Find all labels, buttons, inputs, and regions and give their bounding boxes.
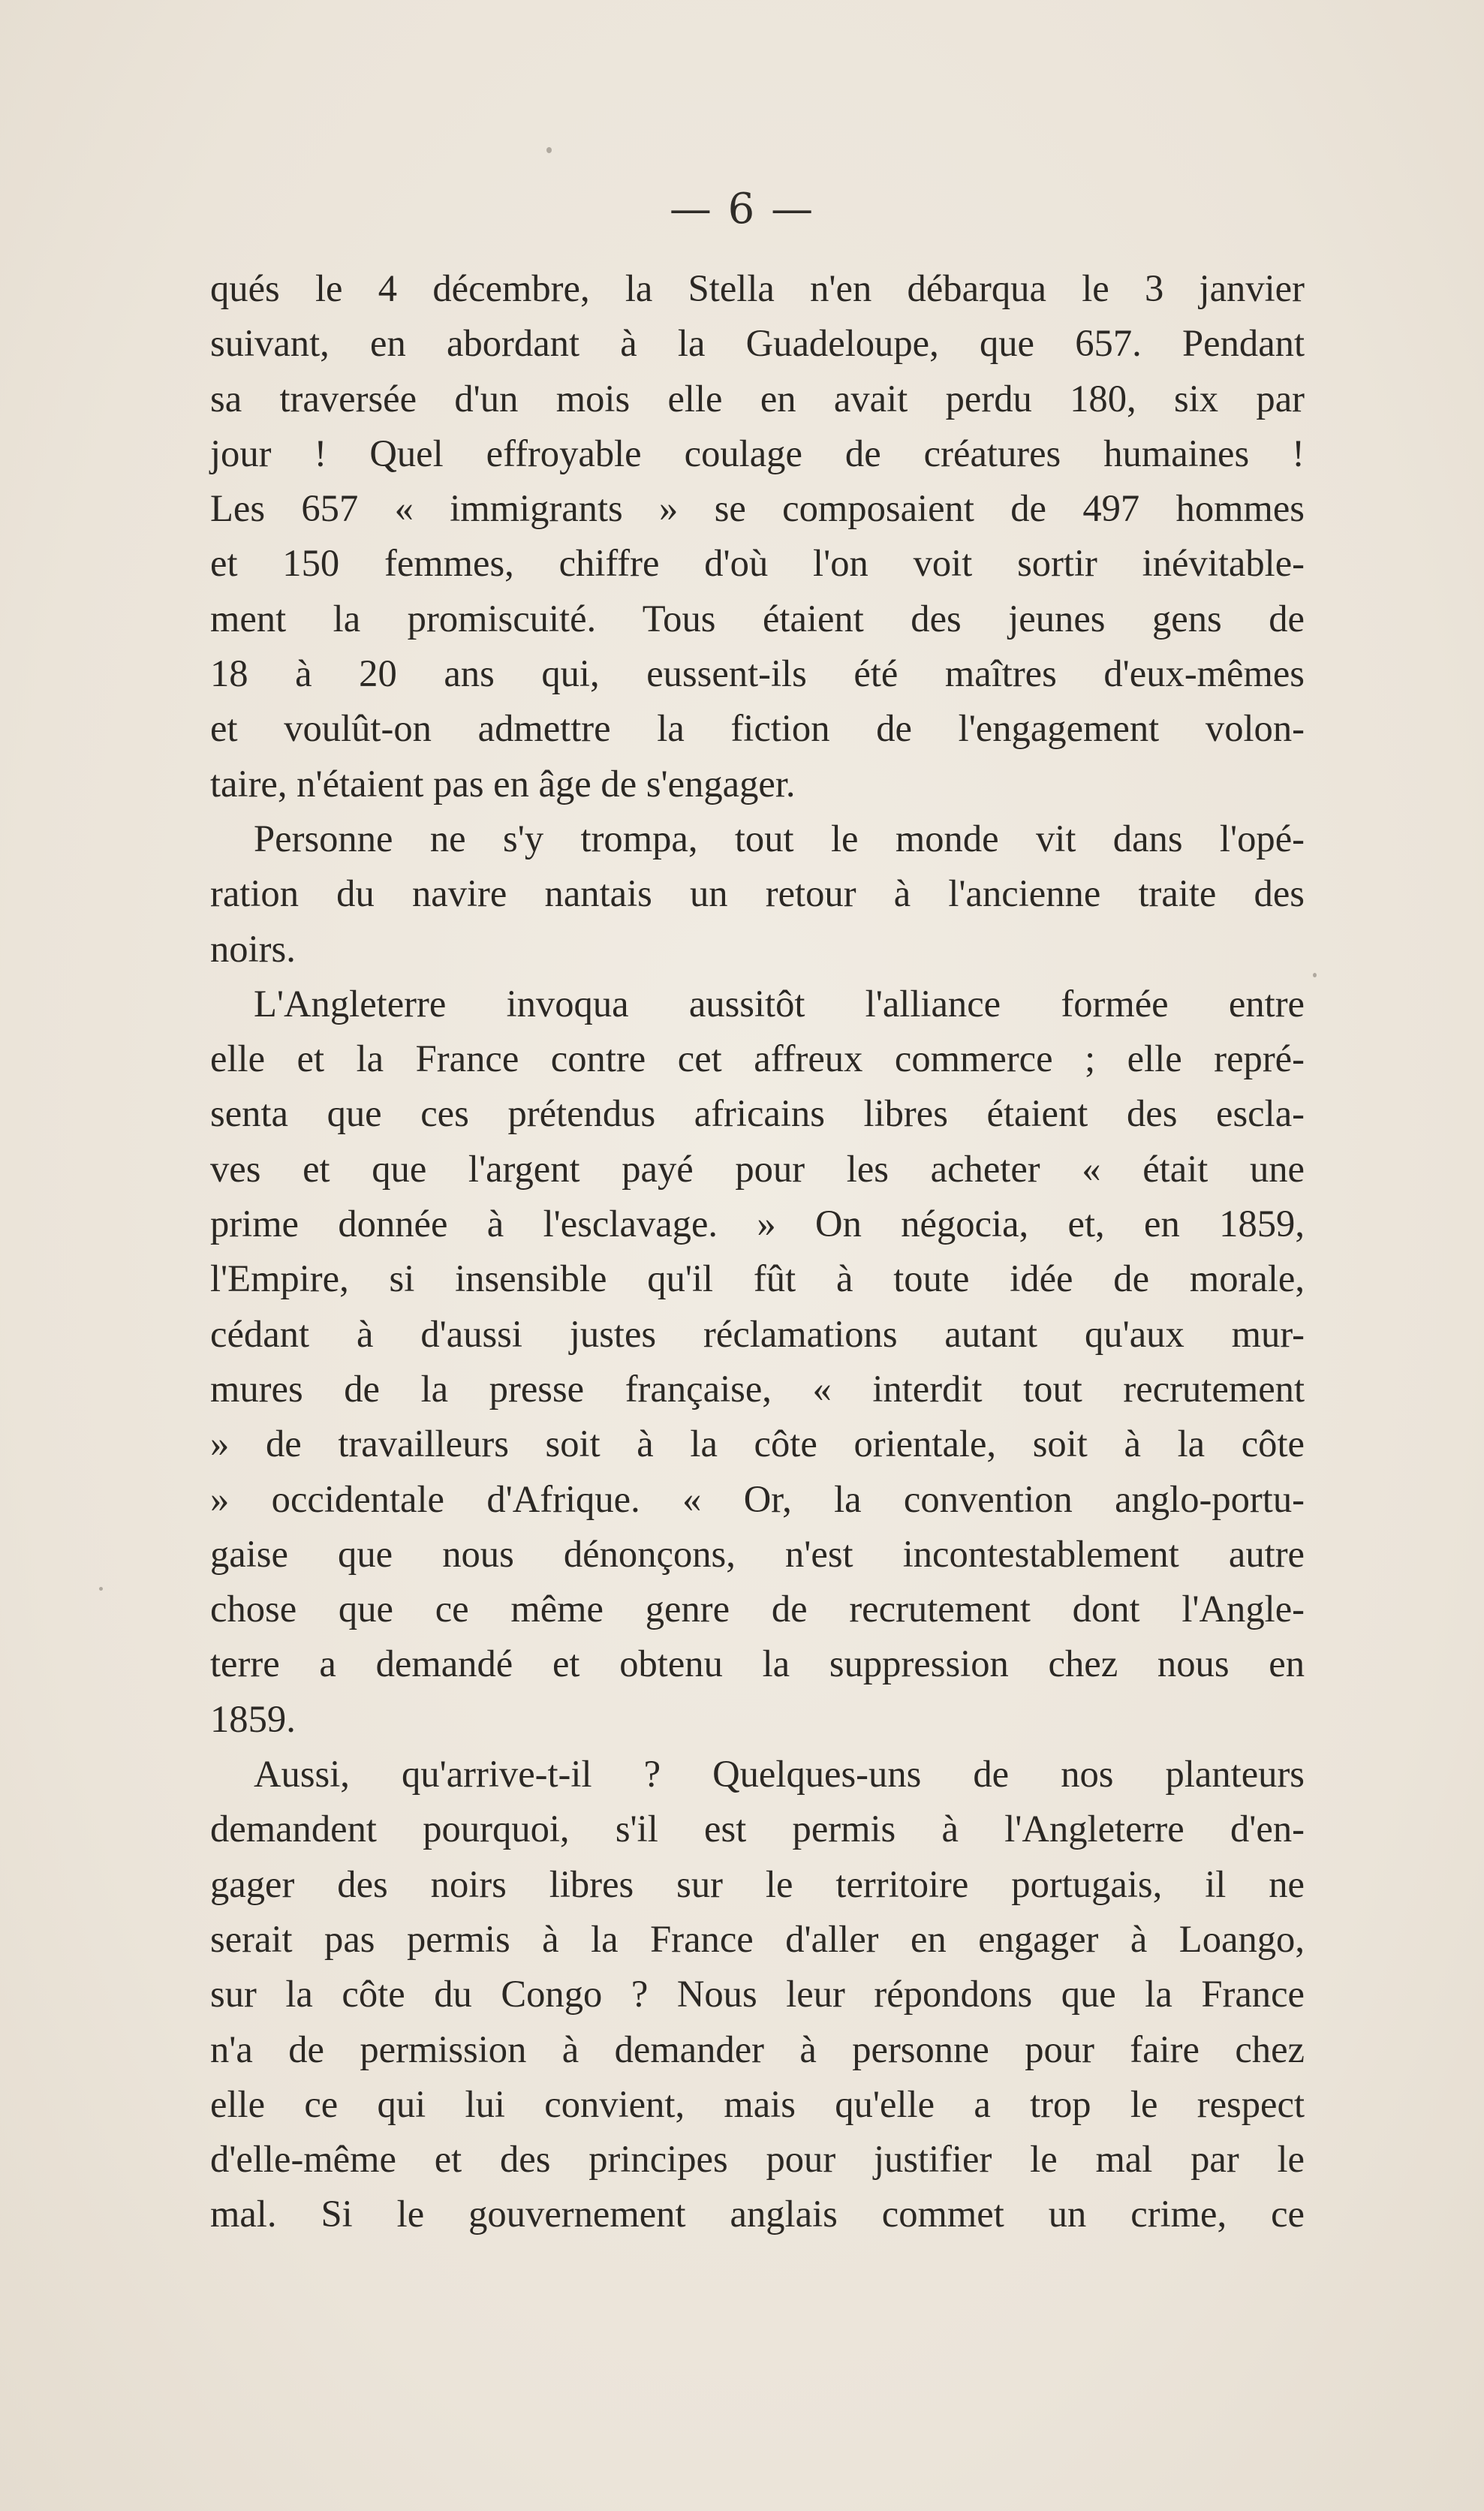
text-line: noirs. bbox=[210, 927, 296, 970]
text-line: Les 657 « immigrants » se composaient de 497 hommes bbox=[210, 487, 1305, 530]
text-line: ves et que l'argent payé pour les acheter « était une bbox=[210, 1147, 1305, 1190]
text-line: Personne ne s'y trompa, tout le monde vit dans l'opé- bbox=[254, 817, 1305, 860]
text-line: mures de la presse française, « interdit tout recrutement bbox=[210, 1367, 1305, 1410]
text-line: jour ! Quel effroyable coulage de créatures humaines ! bbox=[210, 432, 1305, 474]
paper-speck bbox=[546, 147, 552, 153]
text-line: cédant à d'aussi justes réclamations autant qu'aux mur- bbox=[210, 1312, 1305, 1355]
text-line: 1859. bbox=[210, 1697, 296, 1740]
text-line: n'a de permission à demander à personne pour faire chez bbox=[210, 2028, 1305, 2070]
text-line: serait pas permis à la France d'aller en engager à Loango, bbox=[210, 1917, 1305, 1960]
text-line: ration du navire nantais un retour à l'ancienne traite des bbox=[210, 872, 1305, 915]
text-line: elle et la France contre cet affreux commerce ; elle repré- bbox=[210, 1037, 1305, 1080]
text-line: et 150 femmes, chiffre d'où l'on voit sortir inévitable- bbox=[210, 542, 1305, 585]
text-line: Aussi, qu'arrive-t-il ? Quelques-uns de nos planteurs bbox=[254, 1753, 1305, 1796]
text-line: mal. Si le gouvernement anglais commet un crime, ce bbox=[210, 2193, 1305, 2236]
text-line: L'Angleterre invoqua aussitôt l'alliance formée entre bbox=[254, 982, 1305, 1025]
text-line: ment la promiscuité. Tous étaient des jeunes gens de bbox=[210, 597, 1305, 640]
text-line: » de travailleurs soit à la côte orientale, soit à la côte bbox=[210, 1423, 1305, 1465]
text-line: prime donnée à l'esclavage. » On négocia, et, en 1859, bbox=[210, 1203, 1305, 1245]
paper-speck bbox=[1313, 973, 1317, 977]
text-line: l'Empire, si insensible qu'il fût à toute idée de morale, bbox=[210, 1257, 1305, 1300]
text-line: taire, n'étaient pas en âge de s'engager. bbox=[210, 762, 796, 805]
text-line: gaise que nous dénonçons, n'est incontestablement autre bbox=[210, 1532, 1305, 1575]
page-number: — 6 — bbox=[669, 185, 815, 233]
text-line: sur la côte du Congo ? Nous leur répondons que la France bbox=[210, 1973, 1305, 2016]
text-line: terre a demandé et obtenu la suppression chez nous en bbox=[210, 1642, 1305, 1685]
text-line: et voulût-on admettre la fiction de l'engagement volon- bbox=[210, 707, 1305, 750]
text-line: sa traversée d'un mois elle en avait perdu 180, six par bbox=[210, 377, 1305, 420]
text-line: » occidentale d'Afrique. « Or, la convention anglo-portu- bbox=[210, 1477, 1305, 1520]
text-line: suivant, en abordant à la Guadeloupe, que 657. Pendant bbox=[210, 322, 1305, 365]
text-line: qués le 4 décembre, la Stella n'en débarqua le 3 janvier bbox=[210, 267, 1305, 309]
text-line: d'elle-même et des principes pour justifier le mal par le bbox=[210, 2138, 1305, 2181]
text-line: elle ce qui lui convient, mais qu'elle a trop le respect bbox=[210, 2082, 1305, 2125]
text-line: senta que ces prétendus africains libres étaient des escla- bbox=[210, 1092, 1305, 1135]
paper-speck bbox=[99, 1587, 103, 1591]
text-line: gager des noirs libres sur le territoire portugais, il ne bbox=[210, 1862, 1305, 1905]
body-text bbox=[210, 261, 1305, 2242]
text-line: demandent pourquoi, s'il est permis à l'Angleterre d'en- bbox=[210, 1808, 1305, 1850]
text-line: chose que ce même genre de recrutement dont l'Angle- bbox=[210, 1588, 1305, 1630]
text-line: 18 à 20 ans qui, eussent-ils été maîtres d'eux-mêmes bbox=[210, 652, 1305, 695]
